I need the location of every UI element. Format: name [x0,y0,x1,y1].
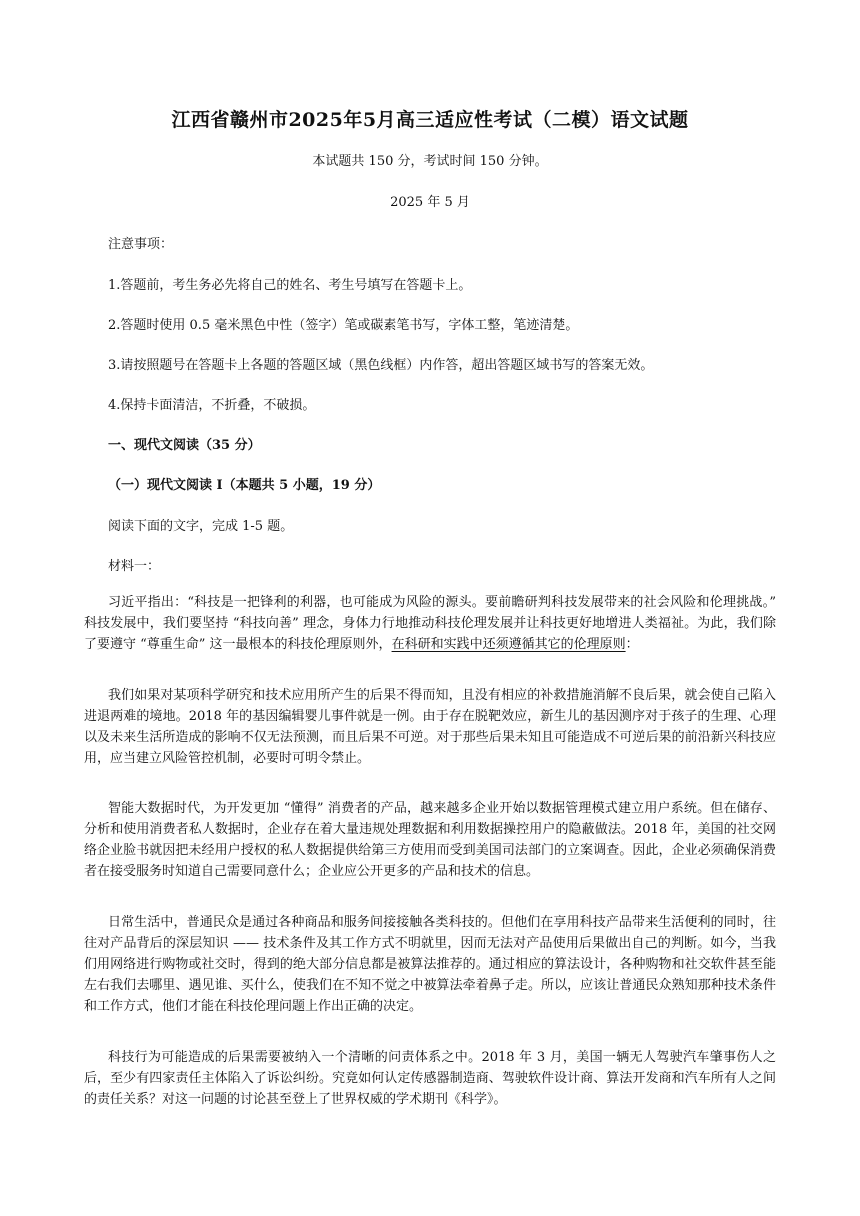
underlined-phrase: 在科研和实践中还须遵循其它的伦理原则 [391,637,626,652]
exam-info: 本试题共 150 分，考试时间 150 分钟。 [312,154,548,169]
note-item-4: 4.保持卡面清洁，不折叠，不破损。 [108,398,316,413]
exam-date: 2025 年 5 月 [390,195,470,210]
note-item-3: 3.请按照题号在答题卡上各题的答题区域（黑色线框）内作答，超出答题区域书写的答案无效。 [108,358,654,373]
document-title: 江西省赣州市2025年5月高三适应性考试（二模）语文试题 [171,109,689,131]
paragraph-3: 智能大数据时代，为开发更加 “懂得” 消费者的产品，越来越多企业开始以数据管理模式建立用户系统。但在储存、分析和使用消费者私人数据时，企业存在着大量违规处理数据和利用数据操控用户的隐蔽做法。2018 年，美国的社交网络企业脸书就因把未经用户授权的私人数据提供给第三方使用而受到美国司法部门的立案调查。因此，企业必须确保消费者在接受服务时知道自己需要同意什么；企业应公开更多的产品和技术的信息。 [84,801,776,879]
material-label: 材料一： [108,559,161,574]
paragraph-1-end: ： [625,637,639,652]
paragraph-1-text: 习近平指出：“科技是一把锋利的利器，也可能成为风险的源头。要前瞻研判科技发展带来的社会风险和伦理挑战。” 科技发展中，我们要坚持 “科技向善” 理念，身体力行地推动科技伦理发展并让科技更好地增进人类福祉。为此，我们除了要遵守 “尊重生命” 这一最根本的科技伦理原则外， [84,595,776,652]
notes-heading: 注意事项： [108,237,174,252]
subsection-heading: （一）现代文阅读 Ⅰ（本题共 5 小题，19 分） [108,478,381,493]
paragraph-2: 我们如果对某项科学研究和技术应用所产生的后果不得而知，且没有相应的补救措施消解不良后果，就会使自己陷入进退两难的境地。2018 年的基因编辑婴儿事件就是一例。由于存在脱靶效应，新生儿的基因测序对于孩子的生理、心理以及未来生活所造成的影响不仅无法预测，而且后果不可逆。对于那些后果未知且可能造成不可逆后果的前沿新兴科技应用，应当建立风险管控机制，必要时可明令禁止。 [84,688,776,766]
note-item-2: 2.答题时使用 0.5 毫米黑色中性（签字）笔或碳素笔书写，字体工整，笔迹清楚。 [108,318,579,333]
reading-instruction: 阅读下面的文字，完成 1-5 题。 [108,519,294,534]
section-heading: 一、现代文阅读（35 分） [108,438,261,453]
paragraph-4: 日常生活中，普通民众是通过各种商品和服务间接接触各类科技的。但他们在享用科技产品带来生活便利的同时，往往对产品背后的深层知识 —— 技术条件及其工作方式不明就里，因而无法对产品使用后果做出自己的判断。如今，当我们用网络进行购物或社交时，得到的绝大部分信息都是被算法推荐的。通过相应的算法设计，各种购物和社交软件甚至能左右我们去哪里、遇见谁、买什么，使我们在不知不觉之中被算法牵着鼻子走。所以，应该让普通民众熟知那种技术条件和工作方式，他们才能在科技伦理问题上作出正确的决定。 [84,915,776,1014]
paragraph-5: 科技行为可能造成的后果需要被纳入一个清晰的问责体系之中。2018 年 3 月，美国一辆无人驾驶汽车肇事伤人之后，至少有四家责任主体陷入了诉讼纠纷。究竟如何认定传感器制造商、驾驶软件设计商、算法开发商和汽车所有人之间的责任关系？对这一问题的讨论甚至登上了世界权威的学术期刊《科学》。 [84,1050,776,1107]
paragraph-1 [84,592,776,655]
note-item-1: 1.答题前，考生务必先将自己的姓名、考生号填写在答题卡上。 [108,278,472,293]
